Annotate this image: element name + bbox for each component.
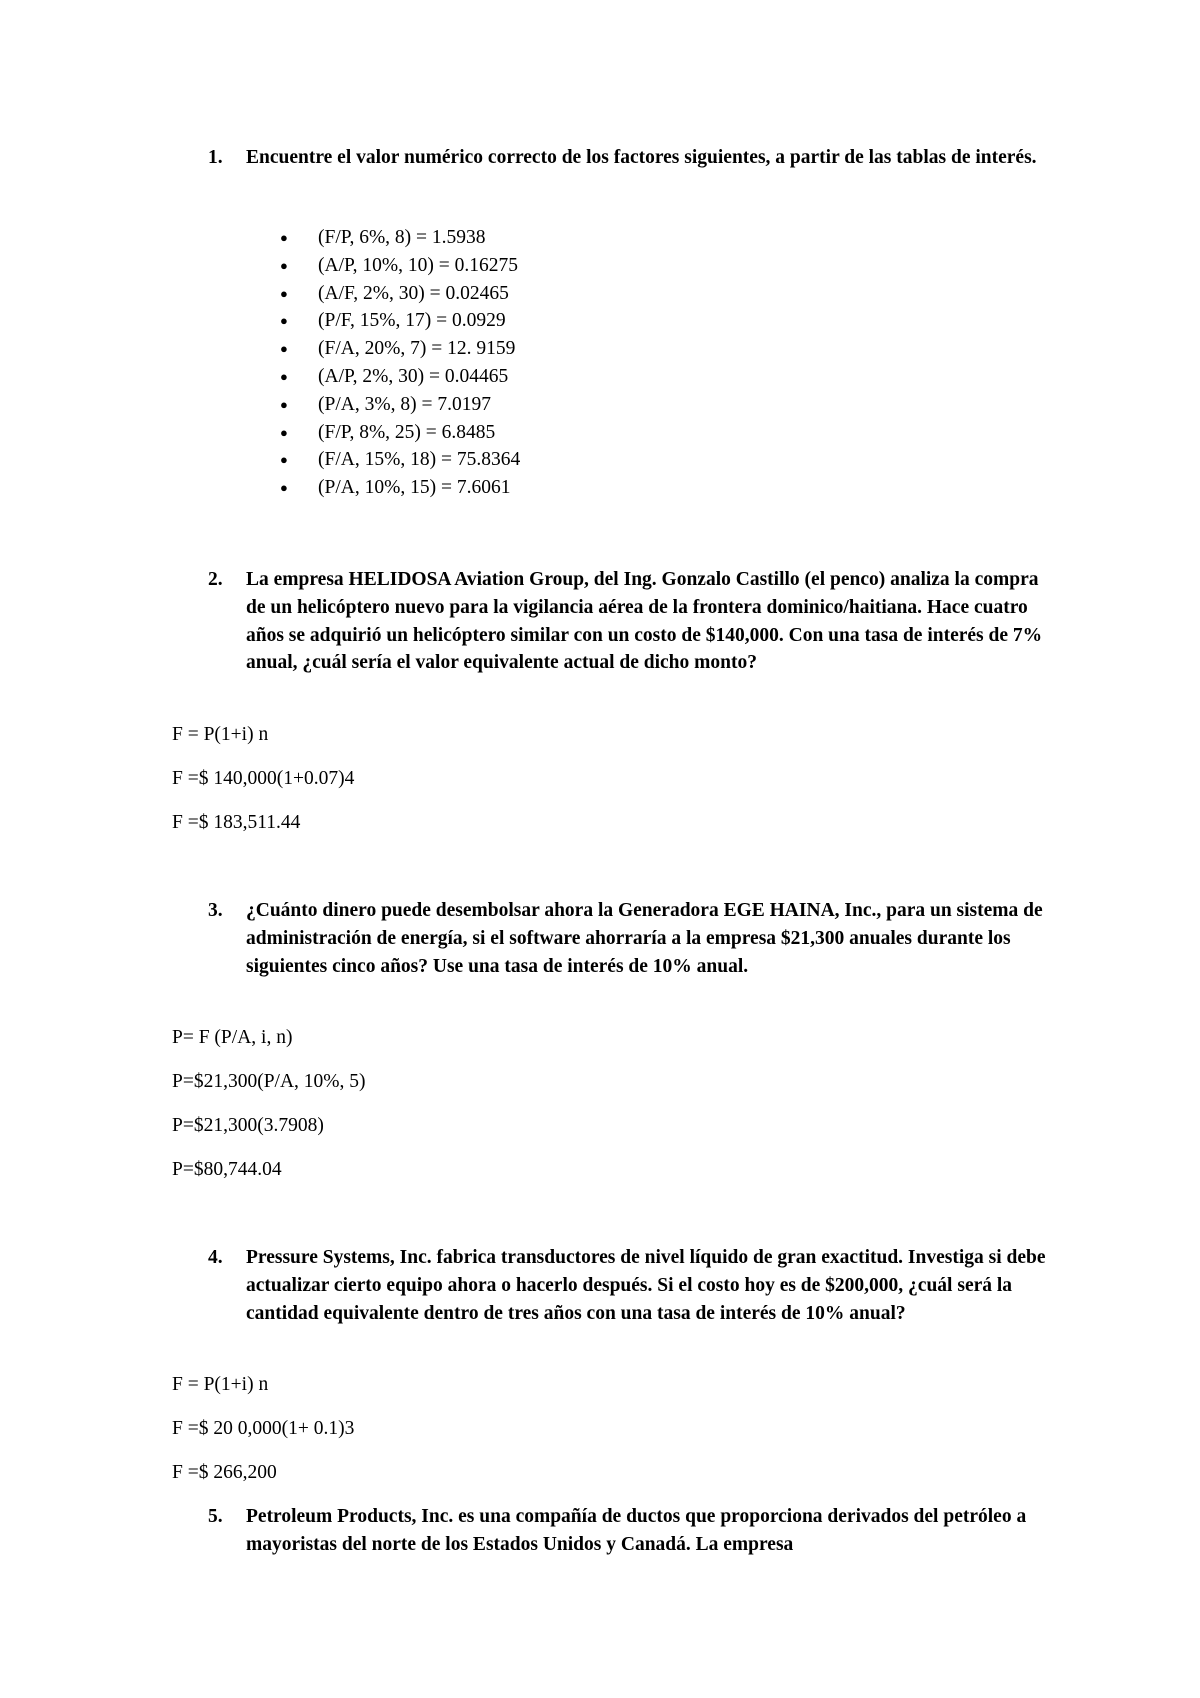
bullet-icon: ● (280, 396, 288, 412)
equation-line: F =$ 140,000(1+0.07)4 (172, 768, 355, 789)
factor-text: (P/F, 15%, 17) = 0.0929 (318, 310, 506, 332)
question-number: 1. (208, 147, 223, 168)
equation-line: P=$80,744.04 (172, 1159, 282, 1180)
equation-line: P=$21,300(3.7908) (172, 1115, 324, 1136)
factor-text: (F/A, 20%, 7) = 12. 9159 (318, 338, 516, 360)
bullet-icon: ● (280, 313, 288, 329)
bullet-icon: ● (280, 368, 288, 384)
factor-text: (F/P, 6%, 8) = 1.5938 (318, 227, 486, 248)
bullet-icon: ● (280, 480, 288, 496)
bullet-icon: ● (280, 257, 288, 273)
question-number: 3. (208, 900, 223, 921)
question-text: ¿Cuánto dinero puede desembolsar ahora la Generadora EGE HAINA, Inc., para un sistema de administración de energía, si el software ahorraría a la empresa $21,300 anuales durante los siguientes cinco años? Use una tasa de interés de 10% anual. (246, 900, 1043, 977)
factor-text: (A/F, 2%, 30) = 0.02465 (318, 282, 509, 304)
question-number: 5. (208, 1506, 223, 1527)
factor-text: (P/A, 3%, 8) = 7.0197 (318, 393, 491, 415)
question-text: Encuentre el valor numérico correcto de los factores siguientes, a partir de las tablas de interés. (246, 147, 1037, 168)
question-text: Petroleum Products, Inc. es una compañía de ductos que proporciona derivados del petróleo a mayoristas del norte de los Estados Unidos y Canadá. La empresa (246, 1506, 1027, 1555)
equation-line: F =$ 20 0,000(1+ 0.1)3 (172, 1418, 355, 1439)
equation-line: P=$21,300(P/A, 10%, 5) (172, 1071, 366, 1092)
factor-text: (F/A, 15%, 18) = 75.8364 (318, 449, 521, 471)
question-number: 4. (208, 1247, 223, 1268)
bullet-icon: ● (280, 230, 288, 245)
bullet-icon: ● (280, 341, 288, 357)
question-number: 2. (208, 569, 223, 590)
question-text: La empresa HELIDOSA Aviation Group, del Ing. Gonzalo Castillo (el penco) analiza la compra de un helicóptero nuevo para la vigilancia aérea de la frontera dominico/haitiana. Hace cuatro años se adquirió un helicóptero similar con un costo de $140,000. Con una tasa de interés de 7% anual, ¿cuál sería el valor equivalente actual de dicho monto? (246, 569, 1043, 674)
bullet-icon: ● (280, 452, 288, 468)
factor-text: (A/P, 10%, 10) = 0.16275 (318, 254, 519, 276)
equation-line: P= F (P/A, i, n) (172, 1027, 293, 1048)
factor-text: (P/A, 10%, 15) = 7.6061 (318, 477, 511, 499)
equation-line: F =$ 266,200 (172, 1462, 277, 1483)
factor-text: (A/P, 2%, 30) = 0.04465 (318, 365, 509, 387)
equation-line: F = P(1+i) n (172, 1374, 269, 1395)
equation-line: F = P(1+i) n (172, 724, 269, 745)
bullet-icon: ● (280, 285, 288, 301)
question-text: Pressure Systems, Inc. fabrica transductores de nivel líquido de gran exactitud. Investiga si debe actualizar cierto equipo ahora o hacerlo después. Si el costo hoy es de $200,000, ¿cuál será la cantidad equivalente dentro de tres años con una tasa de interés de 10% anual? (246, 1247, 1046, 1324)
equation-line: F =$ 183,511.44 (172, 812, 301, 833)
bullet-icon: ● (280, 424, 288, 440)
factor-text: (F/P, 8%, 25) = 6.8485 (318, 421, 496, 443)
